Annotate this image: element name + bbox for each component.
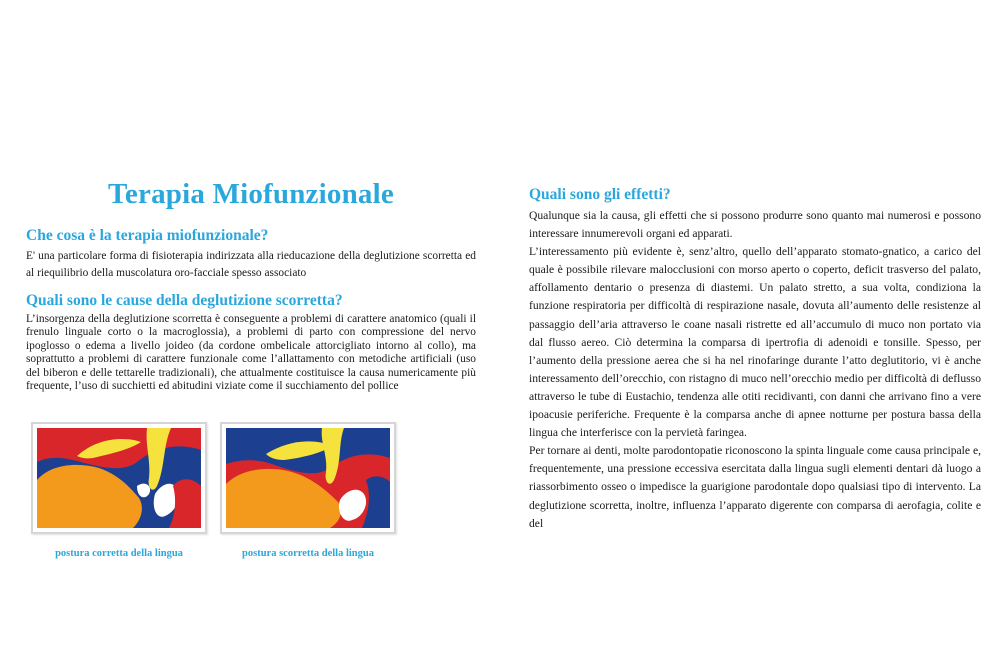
left-column: [26, 178, 476, 393]
effects-paragraph-1: Qualunque sia la causa, gli effetti che si possono produrre sono quanto mai numerosi e possono interessare innumerevoli organi ed apparati.: [529, 209, 981, 241]
tongue-incorrect-illustration: [226, 428, 390, 528]
figure-caption: postura scorretta della lingua: [242, 548, 374, 559]
effects-paragraph-2: L’interessamento più evidente è, senz’altro, quello dell’apparato stomato-gnatico, a carico del quale è possibile rilevare malocclusioni con morso aperto o coperto, deficit trasverso del palato, affollamento dentario o presenza di diastemi. Un palato stretto, a sua volta, condiziona la funzione respiratoria per difficoltà di respirazione nasale, dovuta all’aumento delle resistenze al passaggio dell’aria attraverso le coane nasali ristrette ed all’accumulo di muco non portato via dal flusso aereo. Ciò determina la comparsa di ipertrofia di adenoidi e tonsille. Spesso, per l’aumento della pressione aerea che si ha nel rinofaringe durante l’atto deglutitorio, vi è anche interessamento dell’orecchio, con ristagno di muco nell’orecchio medio per difficoltà di deflusso attraverso le tube di Eustachio, tendenza alle otiti recidivanti, con danni che arrivano fino a vere ipoacusie periferiche. Frequente è la comparsa anche di apnee notturne per postura bassa della lingua che interferisce con la pervietà faringea.: [529, 245, 981, 440]
figure-correct-posture: [31, 422, 207, 559]
section-heading-what-is: Che cosa è la terapia miofunzionale?: [26, 227, 269, 244]
page-title: Terapia Miofunzionale: [108, 178, 394, 210]
effects-paragraph-3: Per tornare ai denti, molte parodontopatie riconoscono la spinta linguale come causa principale e, frequentemente, una pressione eccessiva esercitata dalla lingua sugli elementi dentari dà luogo a riassorbimento osseo o impedisce la guarigione parodontale dopo qualsiasi tipo di intervento. La deglutizione scorretta, inoltre, influenza l’apparato digerente con comparsa di aerofagia, colite e del: [529, 444, 981, 530]
figure-caption: postura corretta della lingua: [55, 548, 183, 559]
section-heading-causes: Quali sono le cause della deglutizione scorretta?: [26, 292, 343, 309]
tongue-correct-illustration: [37, 428, 201, 528]
section-heading-effects: Quali sono gli effetti?: [529, 186, 671, 203]
right-column: [529, 186, 981, 533]
illustration-frame: [220, 422, 396, 534]
illustration-frame: [31, 422, 207, 534]
figures-row: [31, 422, 411, 572]
figure-incorrect-posture: [220, 422, 396, 559]
section-paragraph-what-is: E' una particolare forma di fisioterapia indirizzata alla rieducazione della deglutizione scorretta ed al riequilibrio della muscolatura oro-facciale spesso associato: [26, 250, 476, 279]
section-paragraph-causes: L’insorgenza della deglutizione scorretta è conseguente a problemi di carattere anatomico (quali il frenulo linguale corto o la macroglossia), a problemi di parto con compressione del nervo ipoglosso o edema a livello joideo (da cordone ombelicale attorcigliato intorno al collo), ma soprattutto a problemi di carattere funzionale come l’allattamento con metodiche artificiali (uso del biberon e delle tettarelle tradizionali), che attualmente costituisce la causa numericamente più frequente, l’uso di succhietti ed abitudini viziate come il succhiamento del pollice: [26, 313, 476, 393]
